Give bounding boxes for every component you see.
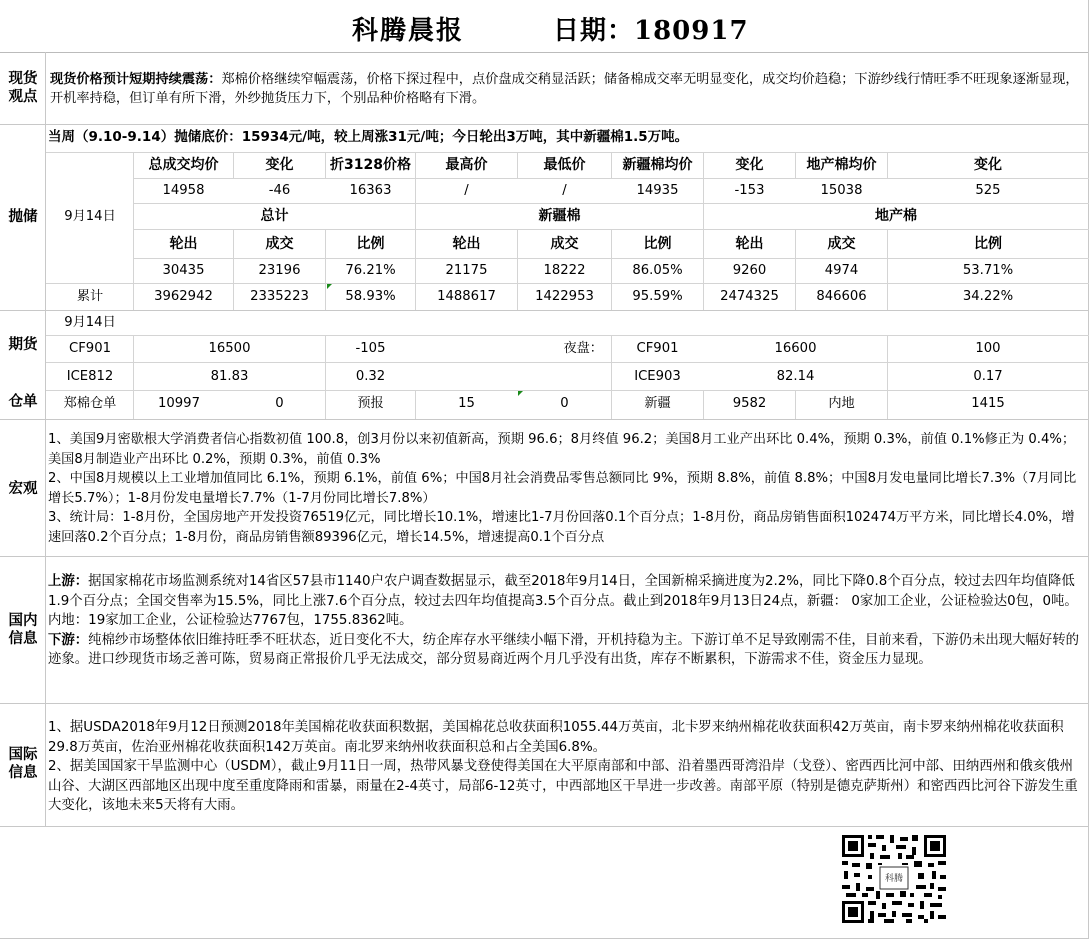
sub-header: 比例	[974, 236, 1002, 252]
reserve-summary: 当周（9.10-9.14）抛储底价：15934元/吨，较上周涨31元/吨；今日轮出3万吨，其中新疆棉1.5万吨。	[48, 129, 689, 145]
group-local: 地产棉	[875, 208, 917, 224]
divider	[45, 52, 46, 826]
cum-value: 1422953	[535, 289, 594, 304]
group-xinjiang: 新疆棉	[538, 208, 581, 224]
cum-value: 3962942	[154, 289, 213, 304]
night-cf-label: CF901	[636, 341, 679, 356]
ice-label: ICE812	[66, 369, 114, 384]
upstream-paragraph: 上游：据国家棉花市场监测系统对14省区57县市1140户农户调查数据显示，截至2018年9月14日，全国新棉采摘进度为2.2%，同比下降0.8个百分点，较过去四年均值降低1.9个百分点；全国交售率为15.5%，同比上涨7.6个百分点，较过去四年均值提高3.5个百分点。截止到2018年9月13日24点，新疆： 0家加工企业，公证检验达0包，0吨。内地：19家加工企业，公证检验达7767包，1755.8362吨。	[48, 574, 1078, 628]
header-local-avg: 地产棉均价	[806, 157, 877, 173]
group-total: 总计	[260, 208, 289, 224]
header-min-price: 最低价	[543, 157, 586, 173]
section-label-international: 国际 信息	[8, 747, 38, 781]
report-header	[0, 0, 1089, 53]
qr-logo-text: 科腾	[884, 874, 903, 884]
value-max-price: /	[464, 183, 469, 198]
warehouse-label: 郑棉仓单	[63, 396, 117, 411]
futures-date: 9月14日	[64, 315, 116, 330]
cf-price: 16500	[208, 341, 251, 356]
day-value: 76.21%	[345, 263, 396, 278]
inland-label: 内地	[828, 396, 855, 411]
header-total-avg: 总成交均价	[148, 157, 219, 173]
sub-header: 比例	[643, 236, 672, 252]
cum-value: 95.59%	[632, 289, 683, 304]
ice-price: 81.83	[210, 369, 249, 384]
domestic-text	[48, 572, 1080, 670]
sub-header: 成交	[550, 236, 579, 252]
day-value: 23196	[258, 263, 301, 278]
forecast-label: 预报	[357, 396, 384, 411]
cum-value: 2335223	[250, 289, 309, 304]
value-min-price: /	[562, 183, 567, 198]
reserve-date: 9月14日	[64, 209, 116, 224]
macro-item: 3、统计局：1-8月份，全国房地产开发投资76519亿元，同比增长10.1%，增速比1-7月份回落0.1个百分点；1-8月份，商品房销售面积102474万平方米，同比增长4.0%，增速回落0.2个百分点；1-8月份，商品房销售额89396亿元，增长14.5%，增速提高0.1个百分点	[48, 510, 1075, 545]
warehouse-value: 10997	[158, 396, 200, 411]
report-date: 日期：180917	[553, 16, 749, 46]
header-xinjiang-avg: 新疆棉均价	[622, 157, 693, 173]
day-value: 86.05%	[632, 263, 683, 278]
ice-label: ICE903	[634, 369, 681, 384]
day-value: 30435	[162, 263, 205, 278]
sub-header: 轮出	[735, 236, 764, 252]
sub-header: 比例	[356, 236, 385, 252]
header-3128-price: 折3128价格	[330, 157, 411, 173]
forecast-value: 0	[560, 396, 569, 411]
value-change: -153	[734, 183, 765, 198]
divider	[0, 826, 1089, 827]
cum-value: 1488617	[437, 289, 496, 304]
warehouse-value: 0	[275, 396, 284, 411]
cum-value: 846606	[816, 289, 867, 304]
sub-header: 成交	[265, 236, 294, 252]
day-value: 53.71%	[962, 263, 1014, 278]
section-label-warehouse: 仓单	[8, 394, 38, 410]
cum-value: 34.22%	[962, 289, 1014, 304]
macro-text	[48, 430, 1080, 547]
section-label-futures: 期货	[8, 337, 38, 353]
section-label-domestic: 国内 信息	[8, 613, 38, 647]
cum-value: 2474325	[720, 289, 779, 304]
international-item: 2、据美国国家干旱监测中心（USDM），截止9月11日一周，热带风暴戈登使得美国在大平原南部和中部、沿着墨西哥湾沿岸（戈登）、密西西比河中部、田纳西州和俄亥俄州山谷、大湖区西部地区出现中度至重度降雨和雷暴，雨量在2-4英寸，局部6-12英寸，中西部地区干旱进一步改善。南部平原（特别是德克萨斯州）和密西西比河谷下游发生重大变化，该地未来5天将有大雨。	[48, 759, 1078, 813]
night-cf-change: 100	[975, 341, 1001, 356]
macro-item: 1、美国9月密歇根大学消费者信心指数初值 100.8，创3月份以来初值新高，预期 96.6；8月终值 96.2；美国8月工业产出环比 0.4%，预期 0.3%，前值 0.1%修正为 0.4%；美国8月制造业产出环比 0.2%，预期 0.3%，前值 0.3%	[48, 432, 1076, 467]
cf-change: -105	[355, 341, 386, 356]
cum-label: 累计	[76, 289, 104, 304]
header-change: 变化	[735, 157, 764, 173]
value-change: -46	[268, 183, 291, 198]
header-change: 变化	[265, 157, 294, 173]
macro-item: 2、中国8月规模以上工业增加值同比 6.1%，预期 6.1%，前值 6%；中国8月社会消费品零售总额同比 9%，预期 8.8%，前值 8.8%；中国8月发电量同比增长7.3%（7月同比增长5.7%）；1-8月份发电量增长7.7%（1-7月份同比增长7.8%）	[48, 471, 1077, 506]
value-total-avg: 14958	[162, 183, 205, 198]
divider	[0, 310, 1089, 311]
international-item: 1、据USDA2018年9月12日预测2018年美国棉花收获面积数据，美国棉花总收获面积1055.44万英亩，北卡罗来纳州棉花收获面积42万英亩，南卡罗来纳州棉花收获面积29.8万英亩，佐治亚州棉花收获面积142万英亩。南北罗来纳州收获面积总和占全美国6.8%。	[48, 720, 1064, 755]
downstream-paragraph: 下游：纯棉纱市场整体依旧维持旺季不旺状态，近日变化不大，纺企库存水平继续小幅下滑，开机持稳为主。下游订单不足导致刚需不佳，目前来看，下游仍未出现大幅好转的迹象。进口纱现货市场乏善可陈，贸易商正常报价几乎无法成交，部分贸易商近两个月几乎没有出货，库存不断累积，下游需求不佳，资金压力显现。	[48, 632, 1080, 667]
value-xinjiang-avg: 14935	[636, 183, 679, 198]
divider	[0, 419, 1089, 420]
section-label-reserve: 抛储	[8, 209, 38, 225]
section-label-spot: 现货 观点	[8, 71, 38, 105]
inland-value: 1415	[971, 396, 1005, 411]
xinjiang-label: 新疆	[644, 396, 671, 411]
ice-change: 0.32	[355, 369, 386, 384]
cum-value: 58.93%	[345, 289, 396, 304]
day-value: 4974	[824, 263, 859, 278]
header-max-price: 最高价	[445, 157, 488, 173]
forecast-value: 15	[458, 396, 475, 411]
value-local-avg: 15038	[820, 183, 863, 198]
spot-view-text: 现货价格预计短期持续震荡：郑棉价格继续窄幅震荡，价格下探过程中，点价盘成交稍显活跃；储备棉成交率无明显变化，成交均价趋稳；下游纱线行情旺季不旺现象逐渐显现，开机率持稳，但订单有所下滑，外纱抛货压力下，个别品种价格略有下滑。	[50, 72, 1079, 106]
day-value: 21175	[445, 263, 488, 278]
xinjiang-value: 9582	[732, 396, 767, 411]
day-value: 9260	[732, 263, 767, 278]
ice-change: 0.17	[973, 369, 1003, 384]
night-session-label: 夜盘：	[563, 341, 603, 356]
sub-header: 轮出	[169, 236, 198, 252]
day-value: 18222	[543, 263, 586, 278]
value-3128-price: 16363	[349, 183, 392, 198]
sub-header: 轮出	[452, 236, 481, 252]
international-text	[48, 718, 1080, 816]
divider	[0, 556, 1089, 557]
section-label-macro: 宏观	[8, 481, 38, 497]
divider	[0, 703, 1089, 704]
divider	[0, 124, 1089, 125]
cf-label: CF901	[69, 341, 111, 356]
ice-price: 82.14	[776, 369, 815, 384]
report-title: 科腾晨报	[352, 16, 465, 46]
value-change: 525	[975, 183, 1001, 198]
night-cf-price: 16600	[774, 341, 817, 356]
header-change: 变化	[974, 157, 1002, 173]
sub-header: 成交	[827, 236, 856, 252]
